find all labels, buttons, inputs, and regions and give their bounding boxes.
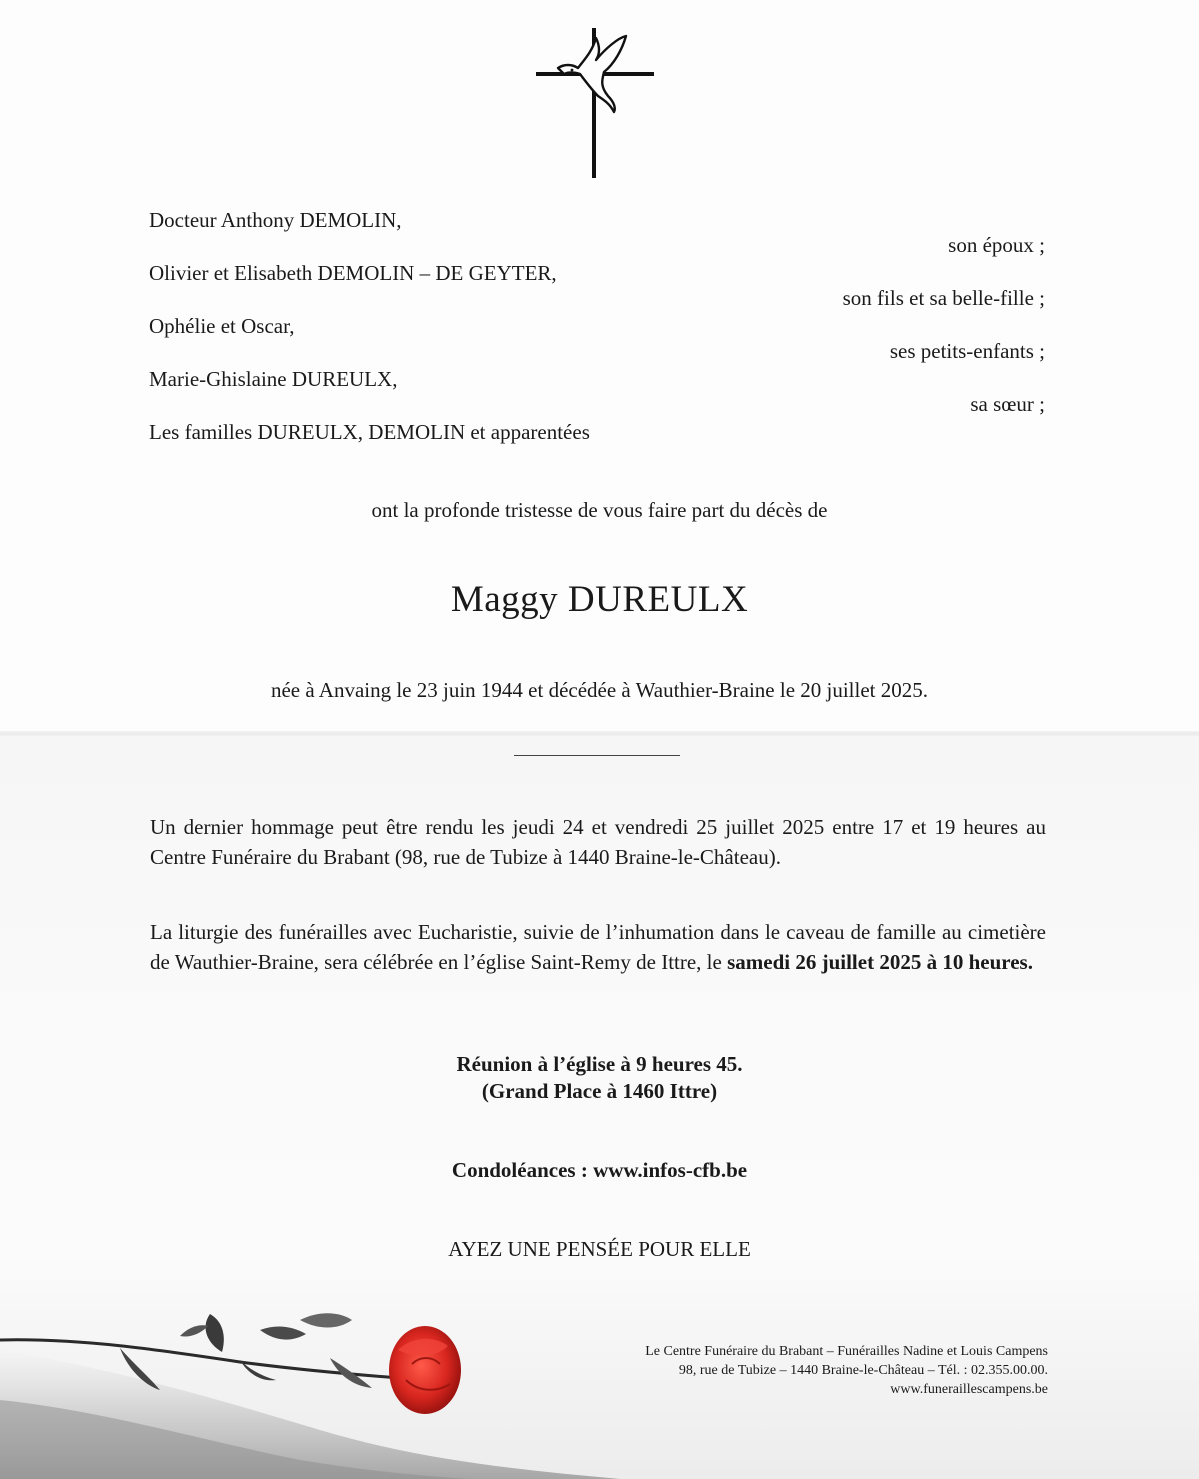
family-name-2: Olivier et Elisabeth DEMOLIN – DE GEYTER,: [149, 261, 557, 285]
announcement-intro: ont la profonde tristesse de vous faire part du décès de: [371, 498, 828, 522]
liturgy-date: samedi 26 juillet 2025 à 10 heures.: [727, 950, 1033, 974]
deceased-name: Maggy DUREULX: [450, 579, 749, 620]
divider: [514, 755, 680, 756]
condolences-link: Condoléances : www.infos-cfb.be: [451, 1158, 748, 1182]
family-relation-2: son fils et sa belle-fille ;: [842, 286, 1045, 310]
liturgy-text: La liturgie des funérailles avec Eucharistie, suivie de l’inhumation dans le caveau de famille au cimetière de Wauthier-Braine, sera célébrée en l’église Saint-Remy de Ittre, le: [150, 920, 1046, 974]
page-fold: [0, 731, 1199, 737]
family-name-5: Les familles DUREULX, DEMOLIN et apparentées: [149, 420, 590, 444]
reunion-place: (Grand Place à 1460 Ittre): [481, 1079, 718, 1103]
liturgy-paragraph: [150, 917, 1046, 977]
reunion-time: Réunion à l’église à 9 heures 45.: [456, 1052, 743, 1076]
cross-with-dove-icon: [530, 24, 660, 180]
closing-message: AYEZ UNE PENSÉE POUR ELLE: [448, 1237, 751, 1261]
family-name-3: Ophélie et Oscar,: [149, 314, 295, 338]
rose-on-beach-icon: [0, 1290, 620, 1479]
hommage-paragraph: Un dernier hommage peut être rendu les jeudi 24 et vendredi 25 juillet 2025 entre 17 et 19 heures au Centre Funéraire du Brabant (98, rue de Tubize à 1440 Braine-le-Château).: [150, 815, 1046, 869]
family-name-1: Docteur Anthony DEMOLIN,: [149, 208, 402, 232]
family-relation-4: sa sœur ;: [970, 392, 1045, 416]
birth-death-dates: née à Anvaing le 23 juin 1944 et décédée à Wauthier-Braine le 20 juillet 2025.: [270, 678, 929, 702]
funeral-home-footer: [645, 1342, 1048, 1399]
footer-line-1: Le Centre Funéraire du Brabant – Funérailles Nadine et Louis Campens: [645, 1344, 1048, 1359]
family-name-4: Marie-Ghislaine DUREULX,: [149, 367, 398, 391]
footer-website: www.funeraillescampens.be: [890, 1382, 1048, 1397]
footer-line-2: 98, rue de Tubize – 1440 Braine-le-Château – Tél. : 02.355.00.00.: [678, 1363, 1048, 1378]
family-relation-1: son époux ;: [948, 233, 1045, 257]
family-relation-3: ses petits-enfants ;: [889, 339, 1045, 363]
